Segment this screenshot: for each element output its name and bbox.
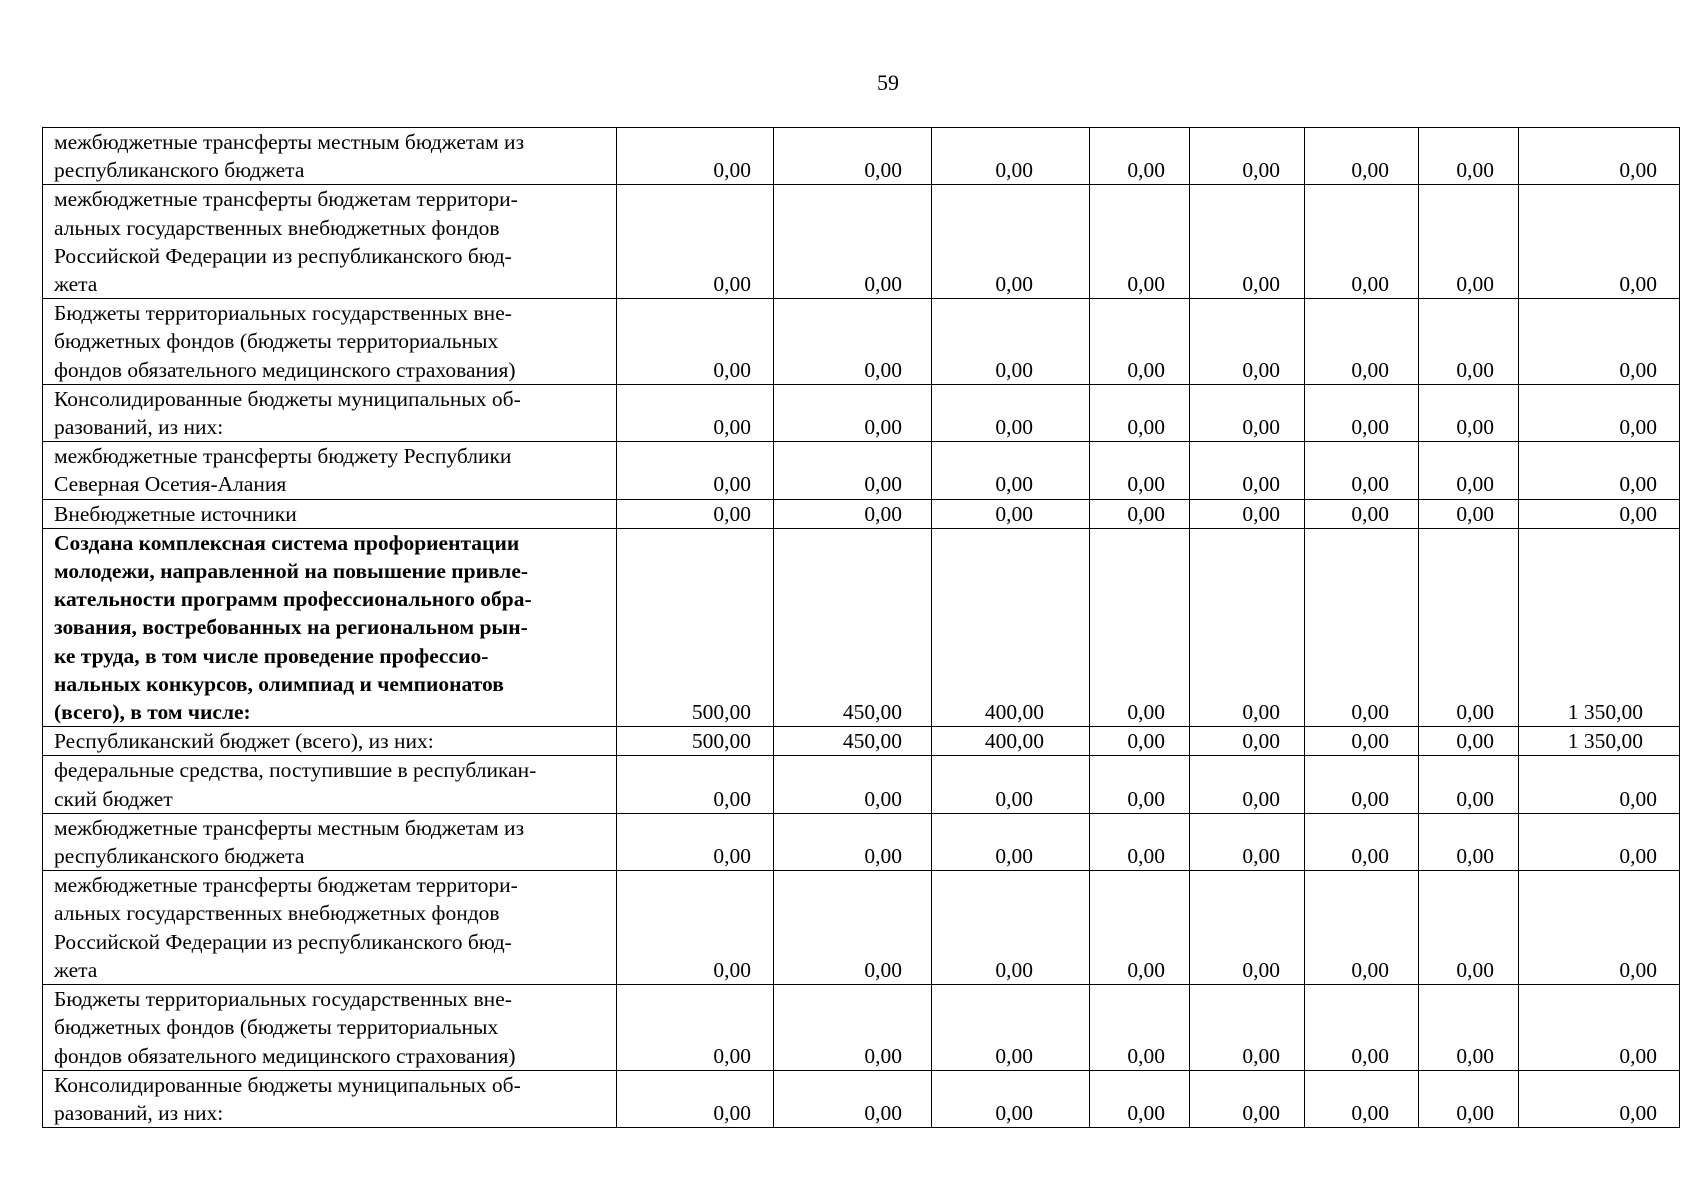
row-label-line: республиканского бюджета — [54, 844, 305, 869]
row-label-line: республиканского бюджета — [54, 158, 305, 183]
row-label-line: межбюджетные трансферты бюджету Республики — [54, 444, 512, 469]
value-cell-col-6: 0,00 — [1305, 985, 1419, 1071]
value-cell-col-8: 0,00 — [1519, 185, 1680, 299]
value-cell-col-3: 0,00 — [932, 871, 1090, 985]
value-cell-col-7: 0,00 — [1419, 384, 1519, 441]
value-cell-col-5: 0,00 — [1190, 299, 1305, 385]
value-cell-col-1: 0,00 — [617, 384, 774, 441]
value-cell-col-6: 0,00 — [1305, 185, 1419, 299]
value-cell-col-3: 0,00 — [932, 985, 1090, 1071]
row-label-line: федеральные средства, поступившие в республикан- — [54, 758, 537, 783]
value-cell-col-2: 0,00 — [774, 871, 932, 985]
value-cell-col-3: 0,00 — [932, 185, 1090, 299]
row-label-cell — [43, 813, 617, 870]
value-cell-col-8: 0,00 — [1519, 813, 1680, 870]
value-cell-col-1: 0,00 — [617, 499, 774, 528]
page-number: 59 — [877, 70, 899, 95]
row-label-line: жета — [54, 272, 98, 297]
row-label-cell — [43, 299, 617, 385]
value-cell-col-5: 0,00 — [1190, 384, 1305, 441]
value-cell-col-6: 0,00 — [1305, 756, 1419, 813]
value-cell-col-2: 0,00 — [774, 813, 932, 870]
value-cell-col-5: 0,00 — [1190, 1070, 1305, 1127]
value-cell-col-7: 0,00 — [1419, 985, 1519, 1071]
row-label-line: нальных конкурсов, олимпиад и чемпионатов — [54, 671, 504, 696]
value-cell-col-6: 0,00 — [1305, 528, 1419, 726]
value-cell-col-6: 0,00 — [1305, 727, 1419, 756]
row-label-line: Создана комплексная система профориентации — [54, 530, 520, 555]
table-row — [43, 528, 1680, 726]
row-label-line: фондов обязательного медицинского страхования) — [54, 1043, 516, 1068]
value-cell-col-6: 0,00 — [1305, 384, 1419, 441]
value-cell-col-6: 0,00 — [1305, 128, 1419, 185]
value-cell-col-1: 0,00 — [617, 1070, 774, 1127]
value-cell-col-8: 0,00 — [1519, 299, 1680, 385]
row-label-line: Внебюджетные источники — [54, 501, 297, 526]
value-cell-col-4: 0,00 — [1090, 813, 1190, 870]
value-cell-col-7: 0,00 — [1419, 299, 1519, 385]
row-label-cell — [43, 384, 617, 441]
value-cell-col-8: 0,00 — [1519, 756, 1680, 813]
value-cell-col-8: 0,00 — [1519, 128, 1680, 185]
row-label-cell — [43, 499, 617, 528]
value-cell-col-8: 0,00 — [1519, 1070, 1680, 1127]
table-row — [43, 813, 1680, 870]
value-cell-col-3: 0,00 — [932, 813, 1090, 870]
value-cell-col-2: 450,00 — [774, 528, 932, 726]
value-cell-col-2: 0,00 — [774, 499, 932, 528]
value-cell-col-8: 0,00 — [1519, 499, 1680, 528]
value-cell-col-4: 0,00 — [1090, 442, 1190, 499]
value-cell-col-6: 0,00 — [1305, 1070, 1419, 1127]
row-label-line: зования, востребованных на региональном рын- — [54, 615, 528, 640]
row-label-cell — [43, 727, 617, 756]
value-cell-col-5: 0,00 — [1190, 871, 1305, 985]
value-cell-col-5: 0,00 — [1190, 185, 1305, 299]
value-cell-col-5: 0,00 — [1190, 442, 1305, 499]
value-cell-col-6: 0,00 — [1305, 813, 1419, 870]
value-cell-col-4: 0,00 — [1090, 128, 1190, 185]
value-cell-col-8: 0,00 — [1519, 442, 1680, 499]
value-cell-col-2: 0,00 — [774, 299, 932, 385]
table-row — [43, 1070, 1680, 1127]
value-cell-col-7: 0,00 — [1419, 813, 1519, 870]
value-cell-col-3: 0,00 — [932, 1070, 1090, 1127]
value-cell-col-8: 0,00 — [1519, 384, 1680, 441]
value-cell-col-6: 0,00 — [1305, 499, 1419, 528]
value-cell-col-8: 1 350,00 — [1519, 528, 1680, 726]
row-label-line: альных государственных внебюджетных фондов — [54, 901, 500, 926]
value-cell-col-1: 500,00 — [617, 727, 774, 756]
value-cell-col-7: 0,00 — [1419, 756, 1519, 813]
value-cell-col-2: 0,00 — [774, 128, 932, 185]
value-cell-col-2: 0,00 — [774, 384, 932, 441]
table-row — [43, 299, 1680, 385]
row-label-cell — [43, 185, 617, 299]
value-cell-col-5: 0,00 — [1190, 128, 1305, 185]
value-cell-col-6: 0,00 — [1305, 871, 1419, 985]
table-row — [43, 185, 1680, 299]
table-row — [43, 128, 1680, 185]
row-label-line: кательности программ профессионального обра- — [54, 587, 532, 612]
row-label-line: разований, из них: — [54, 1100, 224, 1125]
row-label-cell — [43, 128, 617, 185]
table-row — [43, 384, 1680, 441]
row-label-line: Консолидированные бюджеты муниципальных об- — [54, 386, 521, 411]
table-row — [43, 727, 1680, 756]
value-cell-col-1: 0,00 — [617, 813, 774, 870]
row-label-line: межбюджетные трансферты местным бюджетам из — [54, 130, 525, 154]
row-label-line: жета — [54, 957, 98, 982]
row-label-line: Бюджеты территориальных государственных вне- — [54, 987, 512, 1012]
row-label-line: Российской Федерации из республиканского бюд- — [54, 243, 512, 268]
value-cell-col-5: 0,00 — [1190, 499, 1305, 528]
value-cell-col-1: 500,00 — [617, 528, 774, 726]
value-cell-col-4: 0,00 — [1090, 528, 1190, 726]
value-cell-col-4: 0,00 — [1090, 299, 1190, 385]
value-cell-col-4: 0,00 — [1090, 185, 1190, 299]
value-cell-col-4: 0,00 — [1090, 756, 1190, 813]
value-cell-col-2: 450,00 — [774, 727, 932, 756]
row-label-line: молодежи, направленной на повышение привле- — [54, 559, 529, 584]
value-cell-col-1: 0,00 — [617, 985, 774, 1071]
value-cell-col-1: 0,00 — [617, 442, 774, 499]
value-cell-col-2: 0,00 — [774, 985, 932, 1071]
table-row — [43, 871, 1680, 985]
table-row — [43, 499, 1680, 528]
row-label-line: Бюджеты территориальных государственных вне- — [54, 301, 512, 326]
value-cell-col-5: 0,00 — [1190, 985, 1305, 1071]
value-cell-col-4: 0,00 — [1090, 384, 1190, 441]
value-cell-col-4: 0,00 — [1090, 1070, 1190, 1127]
value-cell-col-6: 0,00 — [1305, 299, 1419, 385]
value-cell-col-7: 0,00 — [1419, 442, 1519, 499]
value-cell-col-6: 0,00 — [1305, 442, 1419, 499]
row-label-line: Республиканский бюджет (всего), из них: — [54, 729, 434, 754]
value-cell-col-1: 0,00 — [617, 299, 774, 385]
row-label-cell — [43, 985, 617, 1071]
value-cell-col-2: 0,00 — [774, 442, 932, 499]
value-cell-col-5: 0,00 — [1190, 813, 1305, 870]
value-cell-col-3: 400,00 — [932, 727, 1090, 756]
row-label-cell — [43, 871, 617, 985]
row-label-cell — [43, 528, 617, 726]
row-label-line: межбюджетные трансферты бюджетам территори- — [54, 187, 518, 212]
value-cell-col-2: 0,00 — [774, 756, 932, 813]
value-cell-col-7: 0,00 — [1419, 1070, 1519, 1127]
row-label-line: бюджетных фондов (бюджеты территориальных — [54, 329, 499, 354]
row-label-line: ке труда, в том числе проведение профессио- — [54, 643, 489, 668]
value-cell-col-7: 0,00 — [1419, 128, 1519, 185]
row-label-line: Российской Федерации из республиканского бюд- — [54, 929, 512, 954]
row-label-line: альных государственных внебюджетных фондов — [54, 215, 500, 240]
table-row — [43, 442, 1680, 499]
value-cell-col-5: 0,00 — [1190, 756, 1305, 813]
row-label-line: разований, из них: — [54, 415, 224, 440]
row-label-line: межбюджетные трансферты местным бюджетам из — [54, 815, 525, 840]
value-cell-col-4: 0,00 — [1090, 985, 1190, 1071]
value-cell-col-3: 0,00 — [932, 128, 1090, 185]
row-label-line: (всего), в том числе: — [54, 700, 251, 725]
row-label-line: ский бюджет — [54, 786, 173, 811]
row-label-line: Консолидированные бюджеты муниципальных об- — [54, 1072, 521, 1097]
value-cell-col-3: 0,00 — [932, 756, 1090, 813]
value-cell-col-7: 0,00 — [1419, 185, 1519, 299]
value-cell-col-8: 0,00 — [1519, 871, 1680, 985]
row-label-cell — [43, 442, 617, 499]
table-body — [43, 128, 1680, 1128]
table-row — [43, 756, 1680, 813]
value-cell-col-7: 0,00 — [1419, 727, 1519, 756]
value-cell-col-4: 0,00 — [1090, 871, 1190, 985]
value-cell-col-1: 0,00 — [617, 128, 774, 185]
value-cell-col-2: 0,00 — [774, 1070, 932, 1127]
value-cell-col-5: 0,00 — [1190, 727, 1305, 756]
row-label-line: Северная Осетия-Алания — [54, 472, 287, 497]
value-cell-col-1: 0,00 — [617, 756, 774, 813]
value-cell-col-2: 0,00 — [774, 185, 932, 299]
value-cell-col-7: 0,00 — [1419, 499, 1519, 528]
value-cell-col-4: 0,00 — [1090, 499, 1190, 528]
value-cell-col-3: 0,00 — [932, 299, 1090, 385]
budget-table — [42, 127, 1680, 1128]
row-label-line: бюджетных фондов (бюджеты территориальных — [54, 1015, 499, 1040]
value-cell-col-8: 0,00 — [1519, 985, 1680, 1071]
value-cell-col-3: 0,00 — [932, 442, 1090, 499]
value-cell-col-7: 0,00 — [1419, 871, 1519, 985]
row-label-line: фондов обязательного медицинского страхования) — [54, 357, 516, 382]
value-cell-col-3: 0,00 — [932, 499, 1090, 528]
value-cell-col-7: 0,00 — [1419, 528, 1519, 726]
value-cell-col-4: 0,00 — [1090, 727, 1190, 756]
row-label-line: межбюджетные трансферты бюджетам территори- — [54, 873, 518, 898]
table-row — [43, 985, 1680, 1071]
value-cell-col-8: 1 350,00 — [1519, 727, 1680, 756]
value-cell-col-3: 400,00 — [932, 528, 1090, 726]
value-cell-col-1: 0,00 — [617, 871, 774, 985]
value-cell-col-3: 0,00 — [932, 384, 1090, 441]
row-label-cell — [43, 756, 617, 813]
value-cell-col-1: 0,00 — [617, 185, 774, 299]
value-cell-col-5: 0,00 — [1190, 528, 1305, 726]
row-label-cell — [43, 1070, 617, 1127]
